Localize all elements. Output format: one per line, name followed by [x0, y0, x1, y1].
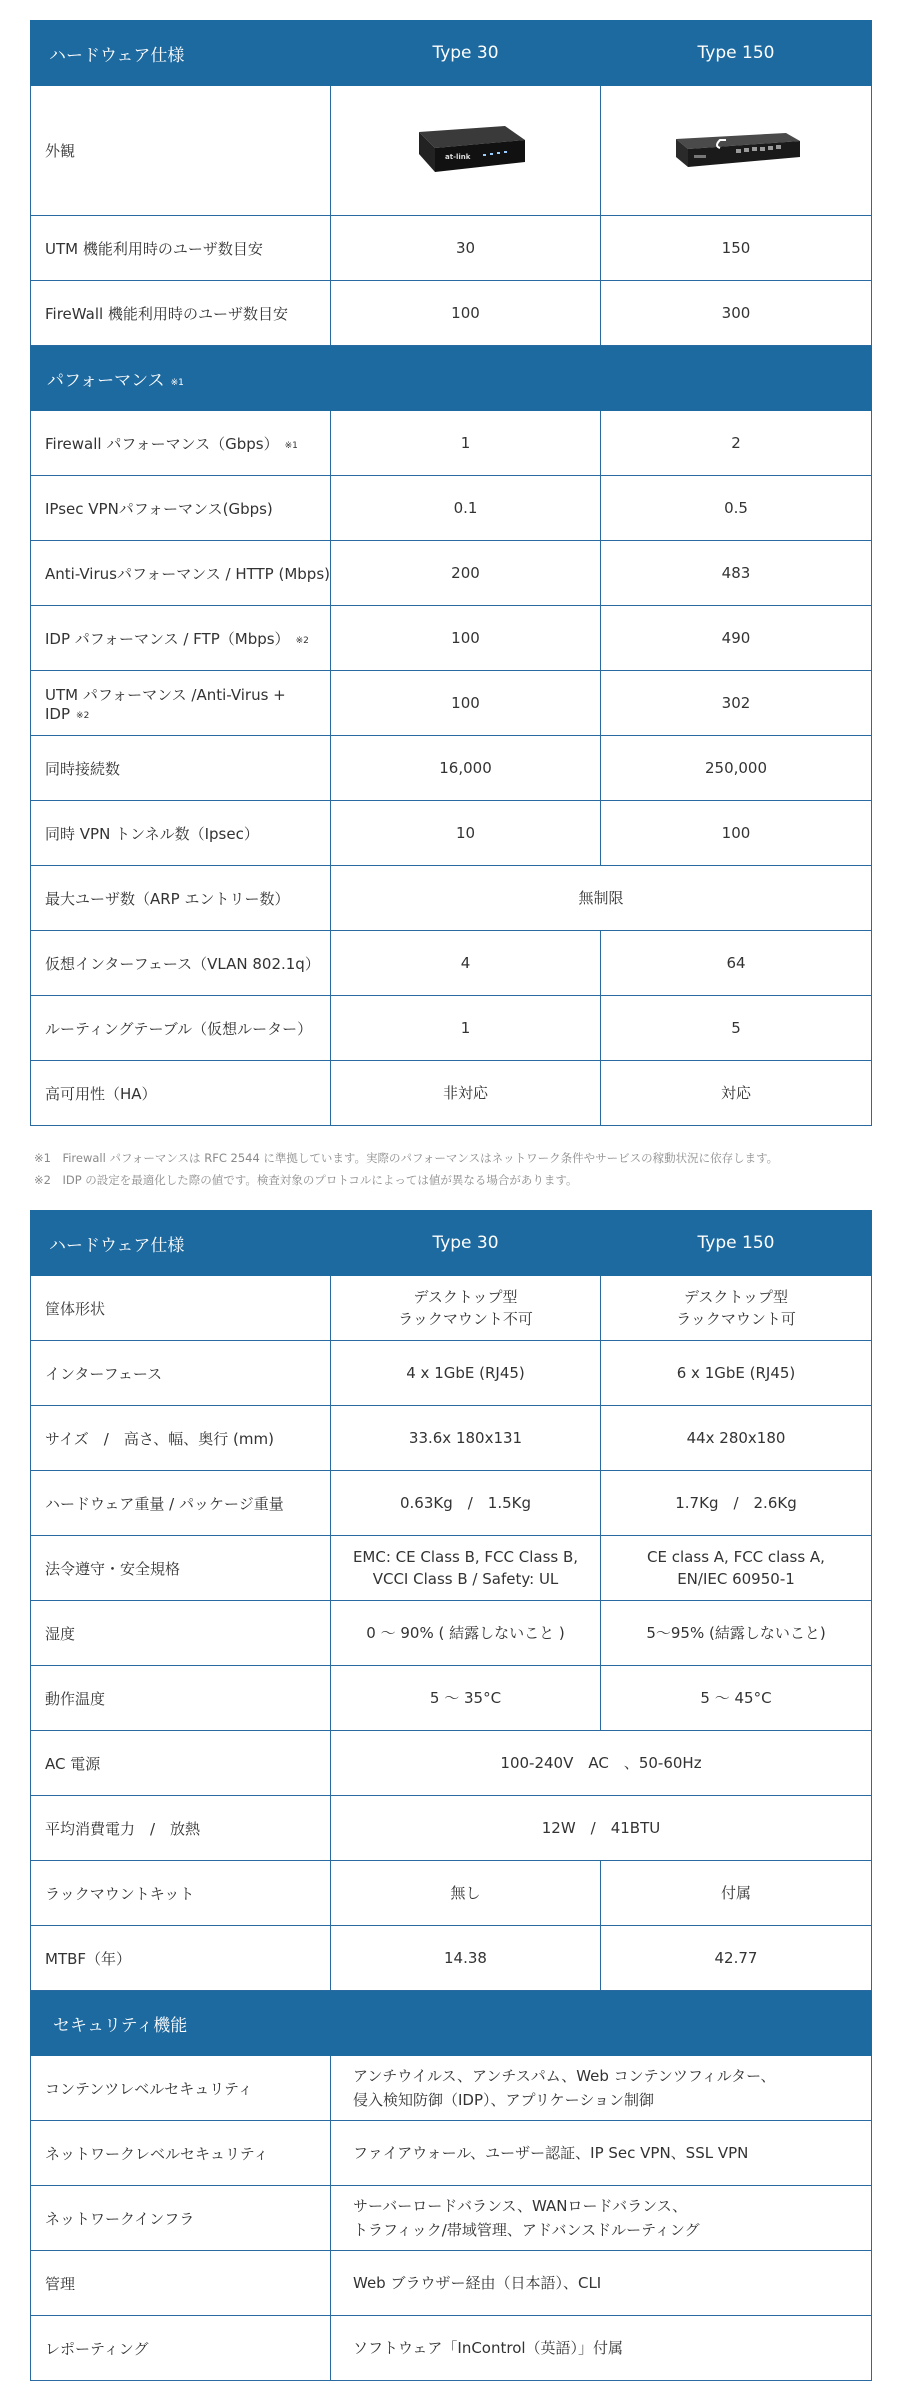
table-row	[31, 1861, 872, 1926]
table-row	[31, 1731, 872, 1796]
row-label: FireWall 機能利用時のユーザ数目安	[31, 281, 331, 346]
table-row	[31, 2186, 872, 2251]
table-row	[31, 1601, 872, 1666]
value-type150: 0.5	[601, 476, 872, 541]
value-type150: 付属	[601, 1861, 872, 1926]
table-row	[31, 281, 872, 346]
value-type30	[331, 1276, 601, 1341]
row-label: ネットワークインフラ	[31, 2186, 331, 2251]
table-header-row	[31, 1211, 872, 1276]
value-type30: 10	[331, 801, 601, 866]
value-type30: 0.63Kg / 1.5Kg	[331, 1471, 601, 1536]
table-row	[31, 1796, 872, 1861]
value-type30: 0 ～ 90% ( 結露しないこと )	[331, 1601, 601, 1666]
value-type30: 100	[331, 281, 601, 346]
table-row	[31, 1276, 872, 1341]
value-line: デスクトップ型	[684, 1287, 788, 1306]
table-header-row	[31, 21, 872, 86]
value-type150: 250,000	[601, 736, 872, 801]
value-type150: 44x 280x180	[601, 1406, 872, 1471]
desktop-router-image	[401, 112, 531, 182]
table-row	[31, 1341, 872, 1406]
row-label: AC 電源	[31, 1731, 331, 1796]
value-type30: 5 ～ 35°C	[331, 1666, 601, 1731]
header-type30: Type 30	[331, 1211, 601, 1276]
value-type30: 14.38	[331, 1926, 601, 1991]
value-line: トラフィック/帯域管理、アドバンスドルーティング	[353, 2221, 700, 2239]
table-row	[31, 1926, 872, 1991]
value-line: デスクトップ型	[413, 1287, 518, 1306]
header-type30: Type 30	[331, 21, 601, 86]
value-type150: 490	[601, 606, 872, 671]
section-title-text: パフォーマンス	[47, 370, 165, 391]
value-type30: 4	[331, 931, 601, 996]
value-line: ラックマウント不可	[398, 1310, 533, 1328]
row-label: レポーティング	[31, 2316, 331, 2381]
section-title	[31, 346, 872, 411]
value-type150: 483	[601, 541, 872, 606]
value-merged: 100-240V AC 、50-60Hz	[331, 1731, 872, 1796]
value-type150: 64	[601, 931, 872, 996]
value-type30: 1	[331, 996, 601, 1061]
value-type30: 1	[331, 411, 601, 476]
table-row	[31, 2251, 872, 2316]
row-label: サイズ / 高さ、幅、奥行 (mm)	[31, 1406, 331, 1471]
appearance-row	[31, 86, 872, 216]
value-type30	[331, 1536, 601, 1601]
row-label: ハードウェア重量 / パッケージ重量	[31, 1471, 331, 1536]
device-image-type150	[601, 86, 872, 216]
section-title: セキュリティ機能	[31, 1991, 872, 2056]
table-row	[31, 931, 872, 996]
row-label: 管理	[31, 2251, 331, 2316]
row-label: ルーティングテーブル（仮想ルーター）	[31, 996, 331, 1061]
section-header-security	[31, 1991, 872, 2056]
header-type150: Type 150	[601, 21, 872, 86]
row-label	[31, 411, 331, 476]
row-label-text: IDP パフォーマンス / FTP（Mbps）	[45, 629, 290, 648]
value-line: サーバーロードバランス、WANロードバランス、	[353, 2197, 688, 2215]
table-row	[31, 1061, 872, 1126]
row-label: コンテンツレベルセキュリティ	[31, 2056, 331, 2121]
footnote-marker: ※2	[295, 635, 309, 646]
value-type150: 2	[601, 411, 872, 476]
value-type150	[601, 1536, 872, 1601]
value-type30: 0.1	[331, 476, 601, 541]
header-label: ハードウェア仕様	[31, 1211, 331, 1276]
header-type150: Type 150	[601, 1211, 872, 1276]
row-label: MTBF（年）	[31, 1926, 331, 1991]
appearance-label: 外観	[31, 86, 331, 216]
value-line: VCCI Class B / Safety: UL	[372, 1570, 559, 1588]
value-type150: 302	[601, 671, 872, 736]
footnote-marker: ※2	[76, 710, 90, 721]
row-label	[31, 606, 331, 671]
device-image-type30	[331, 86, 601, 216]
table-row	[31, 216, 872, 281]
table-row	[31, 866, 872, 931]
rackmount-router-image	[666, 117, 806, 177]
spec-table-hardware	[30, 1210, 872, 2381]
row-label: 法令遵守・安全規格	[31, 1536, 331, 1601]
footnote-2: ※2 IDP の設定を最適化した際の値です。検査対象のプロトコルによっては値が異なる場合があります。	[34, 1173, 578, 1187]
row-label: ラックマウントキット	[31, 1861, 331, 1926]
table-row	[31, 411, 872, 476]
table-row	[31, 1666, 872, 1731]
table-row	[31, 476, 872, 541]
value-type150: 300	[601, 281, 872, 346]
row-label: IPsec VPNパフォーマンス(Gbps)	[31, 476, 331, 541]
row-label: 同時 VPN トンネル数（Ipsec）	[31, 801, 331, 866]
value-merged: Web ブラウザー経由（日本語）、CLI	[331, 2251, 872, 2316]
value-type150	[601, 1276, 872, 1341]
value-line: CE class A, FCC class A,	[647, 1547, 825, 1566]
row-label	[31, 671, 331, 736]
row-label: 湿度	[31, 1601, 331, 1666]
footnote-marker: ※1	[170, 377, 184, 388]
value-type150: 5～95% (結露しないこと)	[601, 1601, 872, 1666]
section-header-performance	[31, 346, 872, 411]
table-row	[31, 736, 872, 801]
row-label: インターフェース	[31, 1341, 331, 1406]
value-merged: ソフトウェア「InControl（英語）」付属	[331, 2316, 872, 2381]
table-row	[31, 996, 872, 1061]
value-type30: 非対応	[331, 1061, 601, 1126]
row-label: 最大ユーザ数（ARP エントリー数）	[31, 866, 331, 931]
value-type150: 100	[601, 801, 872, 866]
row-label: 高可用性（HA）	[31, 1061, 331, 1126]
value-type150: 1.7Kg / 2.6Kg	[601, 1471, 872, 1536]
spec-table-performance	[30, 20, 872, 1126]
device-logo-text: at-link	[444, 153, 470, 162]
value-type30: 16,000	[331, 736, 601, 801]
table-row	[31, 2056, 872, 2121]
row-label-text: UTM パフォーマンス /Anti-Virus + IDP	[45, 685, 286, 723]
row-label: Anti-Virusパフォーマンス / HTTP (Mbps)	[31, 541, 331, 606]
value-line: アンチウイルス、アンチスパム、Web コンテンツフィルター、	[353, 2067, 776, 2085]
value-type30: 100	[331, 606, 601, 671]
value-line: EN/IEC 60950-1	[677, 1570, 795, 1588]
value-type30: 4 x 1GbE (RJ45)	[331, 1341, 601, 1406]
row-label: UTM 機能利用時のユーザ数目安	[31, 216, 331, 281]
value-merged	[331, 2056, 872, 2121]
row-label: 動作温度	[31, 1666, 331, 1731]
row-label: 筐体形状	[31, 1276, 331, 1341]
value-type150: 150	[601, 216, 872, 281]
table-row	[31, 1406, 872, 1471]
value-merged: 12W / 41BTU	[331, 1796, 872, 1861]
row-label-text: Firewall パフォーマンス（Gbps）	[45, 434, 279, 453]
table-row	[31, 1536, 872, 1601]
footnotes	[34, 1147, 874, 1191]
table-row	[31, 801, 872, 866]
value-type30: 100	[331, 671, 601, 736]
value-merged	[331, 2186, 872, 2251]
table-row	[31, 671, 872, 736]
table-row	[31, 2316, 872, 2381]
value-type150: 5	[601, 996, 872, 1061]
table-row	[31, 541, 872, 606]
table-row	[31, 606, 872, 671]
row-label: 平均消費電力 / 放熱	[31, 1796, 331, 1861]
table-row	[31, 1471, 872, 1536]
footnote-1: ※1 Firewall パフォーマンスは RFC 2544 に準拠しています。実際のパフォーマンスはネットワーク条件やサービスの稼動状況に依存します。	[34, 1151, 779, 1165]
row-label: 仮想インターフェース（VLAN 802.1q）	[31, 931, 331, 996]
value-type150: 42.77	[601, 1926, 872, 1991]
row-label: ネットワークレベルセキュリティ	[31, 2121, 331, 2186]
value-line: ラックマウント可	[676, 1310, 796, 1328]
row-label: 同時接続数	[31, 736, 331, 801]
value-line: 侵入検知防御（IDP）、アプリケーション制御	[353, 2091, 655, 2109]
value-merged: 無制限	[331, 866, 872, 931]
value-type150: 6 x 1GbE (RJ45)	[601, 1341, 872, 1406]
footnote-marker: ※1	[284, 440, 298, 451]
table-row	[31, 2121, 872, 2186]
value-type150: 5 ～ 45°C	[601, 1666, 872, 1731]
value-type30: 33.6x 180x131	[331, 1406, 601, 1471]
value-type30: 200	[331, 541, 601, 606]
value-merged: ファイアウォール、ユーザー認証、IP Sec VPN、SSL VPN	[331, 2121, 872, 2186]
value-line: EMC: CE Class B, FCC Class B,	[352, 1547, 579, 1566]
value-type150: 対応	[601, 1061, 872, 1126]
value-type30: 30	[331, 216, 601, 281]
header-label: ハードウェア仕様	[31, 21, 331, 86]
value-type30: 無し	[331, 1861, 601, 1926]
